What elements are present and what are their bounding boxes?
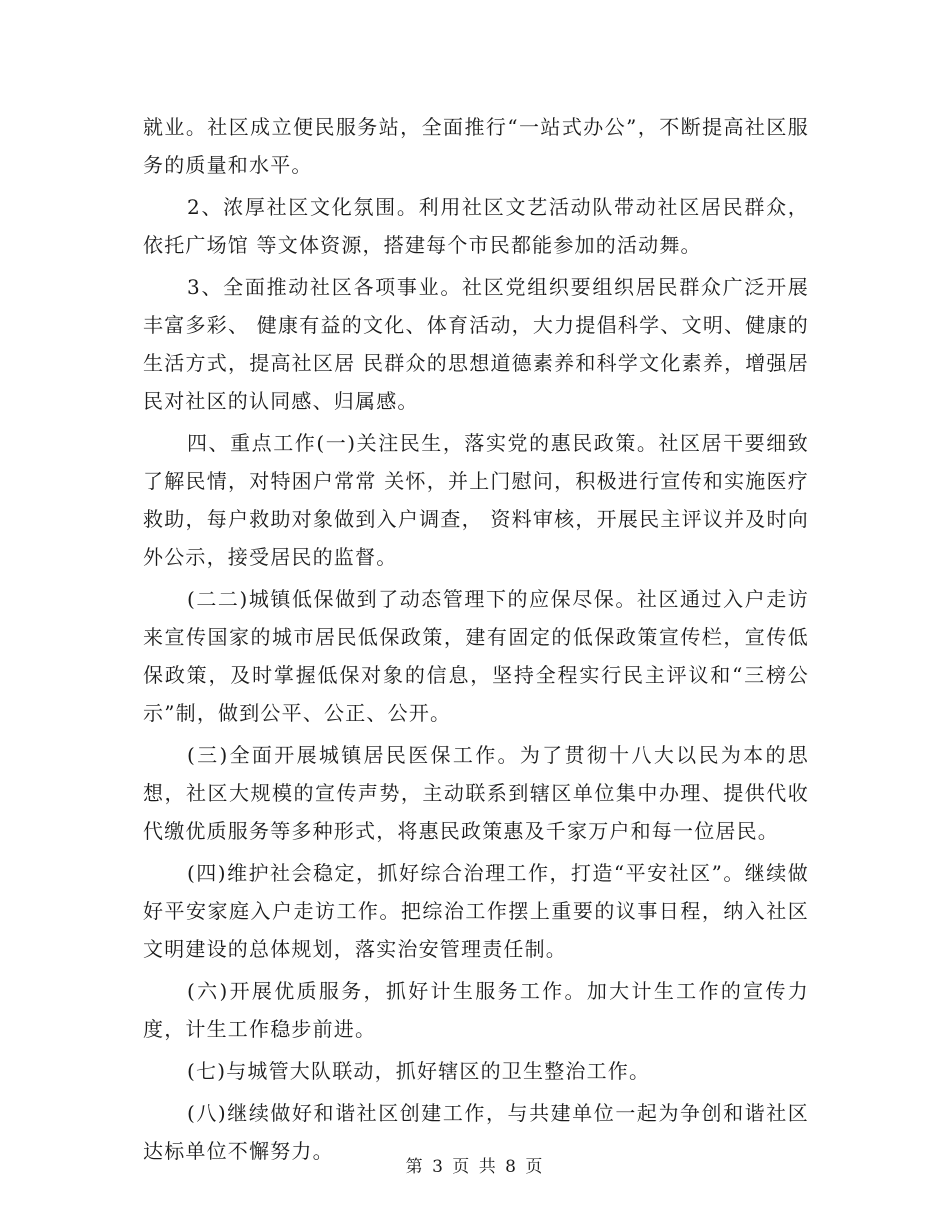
page-number: 第 3 页 共 8 页 xyxy=(405,1157,545,1177)
paragraph-1: 就业。社区成立便民服务站，全面推行“一站式办公”，不断提高社区服务的质量和水平。 xyxy=(143,115,809,177)
paragraph-6: (三)全面开展城镇居民医保工作。为了贯彻十八大以民为本的思想，社区大规模的宣传声势，主动联系到辖区单位集中办理、提供代收代缴优质服务等多种形式，将惠民政策惠及千家万户和每一位居民。 xyxy=(143,743,809,843)
paragraph-10: (八)继续做好和谐社区创建工作，与共建单位一起为争创和谐社区达标单位不懈努力。 xyxy=(143,1101,809,1163)
paragraph-2: 2、浓厚社区文化氛围。利用社区文艺活动队带动社区居民群众，依托广场馆 等文体资源，搭建每个市民都能参加的活动舞。 xyxy=(143,195,809,257)
paragraph-9: (七)与城管大队联动，抓好辖区的卫生整治工作。 xyxy=(187,1059,651,1083)
paragraph-8: (六)开展优质服务，抓好计生服务工作。加大计生工作的宣传力度，计生工作稳步前进。 xyxy=(143,979,809,1041)
paragraph-3: 3、全面推动社区各项事业。社区党组织要组织居民群众广泛开展丰富多彩、 健康有益的文化、体育活动，大力提倡科学、文明、健康的生活方式，提高社区居 民群众的思想道德素养和科学文化素养，增强居民对社区的认同感、归属感。 xyxy=(143,275,809,413)
paragraph-4: 四、重点工作(一)关注民生，落实党的惠民政策。社区居干要细致了解民情，对特困户常常 关怀，并上门慰问，积极进行宣传和实施医疗救助，每户救助对象做到入户调查， 资料审核，开展民主评议并及时向外公示，接受居民的监督。 xyxy=(143,431,809,569)
document-body xyxy=(143,108,809,1174)
paragraph-5: (二二)城镇低保做到了动态管理下的应保尽保。社区通过入户走访来宣传国家的城市居民低保政策，建有固定的低保政策宣传栏，宣传低保政策，及时掌握低保对象的信息，坚持全程实行民主评议和“三榜公示”制，做到公平、公正、公开。 xyxy=(143,587,809,725)
paragraph-7: (四)维护社会稳定，抓好综合治理工作，打造“平安社区”。继续做好平安家庭入户走访工作。把综治工作摆上重要的议事日程，纳入社区文明建设的总体规划，落实治安管理责任制。 xyxy=(143,861,809,961)
